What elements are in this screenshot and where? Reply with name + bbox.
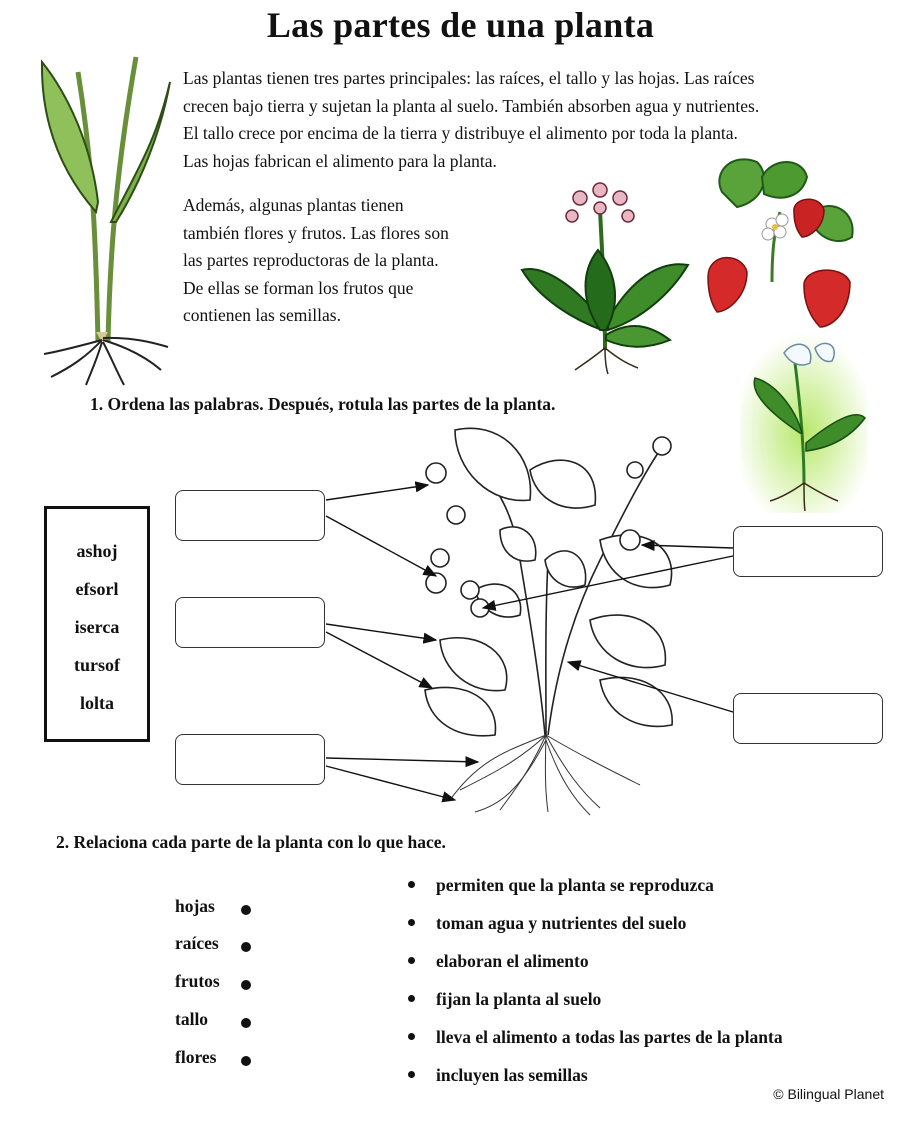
exercise-2-instruction: 2. Relaciona cada parte de la planta con lo que hace. [56, 832, 446, 852]
function-item[interactable] [408, 1065, 588, 1086]
part-label: hojas [175, 896, 215, 916]
match-dot-function[interactable] [408, 1071, 415, 1078]
intro-line: Las plantas tienen tres partes principales: las raíces, el tallo y las hojas. Las raíces [183, 68, 755, 88]
function-text: elaboran el alimento [436, 951, 589, 971]
strawberry-illustration [702, 152, 862, 332]
scrambled-word: efsorl [75, 579, 119, 599]
function-item[interactable] [408, 875, 714, 896]
function-text: permiten que la planta se reproduzca [436, 875, 714, 895]
label-box-4[interactable] [733, 526, 883, 577]
flowering-plant-illustration [520, 180, 690, 375]
match-dot-part[interactable] [241, 1056, 251, 1066]
part-label: tallo [175, 1009, 209, 1029]
match-dot-part[interactable] [241, 942, 251, 952]
match-dot-function[interactable] [408, 1033, 415, 1040]
intro-line: Además, algunas plantas tienen [183, 195, 404, 215]
label-box-2[interactable] [175, 597, 325, 648]
intro-line: las partes reproductoras de la planta. [183, 250, 439, 270]
intro-line: crecen bajo tierra y sujetan la planta al suelo. También absorben agua y nutrientes. [183, 95, 760, 116]
function-text: toman agua y nutrientes del suelo [436, 913, 687, 933]
function-text: fijan la planta al suelo [436, 989, 602, 1009]
scrambled-word: tursof [74, 655, 120, 675]
label-box-5[interactable] [733, 693, 883, 744]
match-dot-function[interactable] [408, 919, 415, 926]
scrambled-word: iserca [74, 617, 120, 637]
intro-paragraph-2 [183, 192, 523, 330]
scrambled-word: ashoj [76, 541, 118, 561]
match-dot-function[interactable] [408, 881, 415, 888]
function-item[interactable] [408, 989, 601, 1010]
part-label: raíces [175, 933, 219, 953]
copyright-notice: © Bilingual Planet [773, 1086, 884, 1102]
intro-line: El tallo crece por encima de la tierra y distribuye el alimento por toda la planta. [183, 123, 738, 143]
part-label: flores [175, 1047, 217, 1067]
labeled-plant-diagram [0, 420, 921, 830]
function-text: incluyen las semillas [436, 1065, 588, 1085]
function-item[interactable] [408, 1027, 783, 1048]
grass-plant-illustration [36, 52, 176, 387]
match-dot-part[interactable] [241, 980, 251, 990]
intro-line: Las hojas fabrican el alimento para la planta. [183, 150, 497, 171]
match-dot-function[interactable] [408, 957, 415, 964]
function-item[interactable] [408, 951, 589, 972]
label-box-3[interactable] [175, 734, 325, 785]
part-label: frutos [175, 971, 220, 991]
match-dot-part[interactable] [241, 1018, 251, 1028]
match-dot-part[interactable] [241, 905, 251, 915]
label-box-1[interactable] [175, 490, 325, 541]
function-text: lleva el alimento a todas las partes de la planta [436, 1027, 783, 1047]
scrambled-word: lolta [80, 693, 114, 713]
exercise-1-instruction: 1. Ordena las palabras. Después, rotula las partes de la planta. [90, 394, 556, 414]
intro-line: contienen las semillas. [183, 305, 341, 325]
function-item[interactable] [408, 913, 686, 934]
intro-line: De ellas se forman los frutos que [183, 277, 414, 298]
page-title: Las partes de una planta [266, 5, 655, 45]
match-dot-function[interactable] [408, 995, 415, 1002]
intro-line: también flores y frutos. Las flores son [183, 222, 449, 243]
